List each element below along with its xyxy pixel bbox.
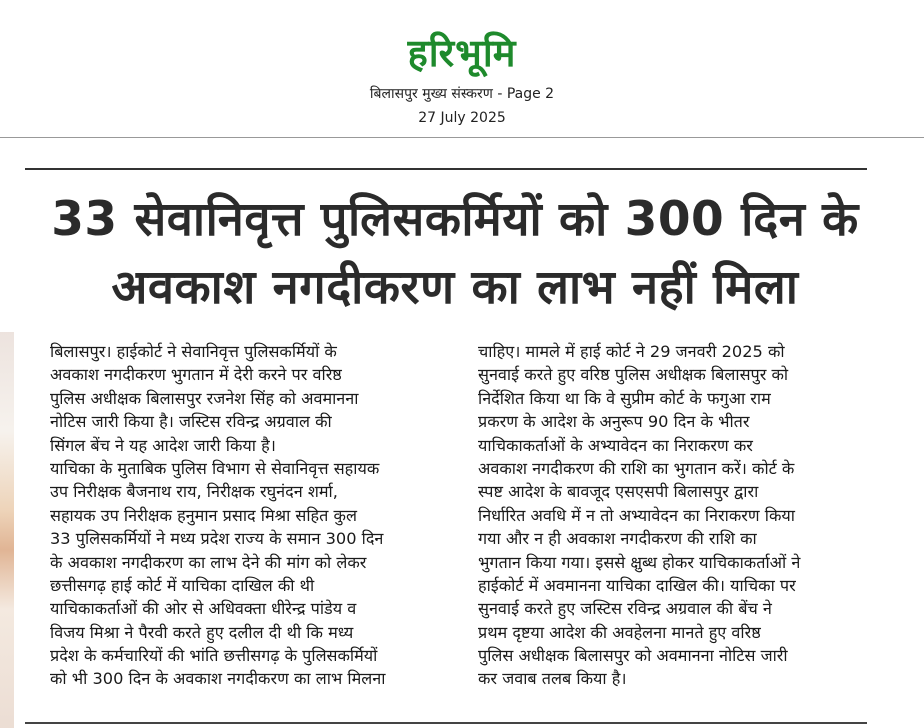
body-line: सहायक उप निरीक्षक हनुमान प्रसाद मिश्रा सहित कुल [50,505,357,525]
body-line: सिंगल बेंच ने यह आदेश जारी किया है। [50,435,276,455]
body-line: पुलिस अधीक्षक बिलासपुर को अवमानना नोटिस जारी [478,646,788,666]
body-line: सुनवाई करते हुए जस्टिस रविन्द्र अग्रवाल की बेंच ने [478,599,772,619]
body-line: निर्देशित किया था कि वे सुप्रीम कोर्ट के फगुआ राम [478,388,771,408]
body-line: स्पष्ट आदेश के बावजूद एसएसपी बिलासपुर द्वारा [478,482,759,502]
body-line: अवकाश नगदीकरण की राशि का भुगतान करें। कोर्ट के [478,458,795,478]
headline-line: अवकाश नगदीकरण का लाभ नहीं मिला [111,260,799,315]
edition-date: 27 July 2025 [418,110,506,126]
article-column-right [478,340,870,691]
body-line: सुनवाई करते हुए वरिष्ठ पुलिस अधीक्षक बिलासपुर को [478,365,789,385]
adjacent-image-strip [0,332,14,728]
article-headline [30,186,880,322]
body-line: प्रकरण के आदेश के अनुरूप 90 दिन के भीतर [478,412,750,432]
body-line: याचिकाकर्ताओं के अभ्यावेदन का निराकरण कर [478,435,753,455]
body-line: के अवकाश नगदीकरण का लाभ देने की मांग को लेकर [50,552,367,572]
body-line: गया और न ही अवकाश नगदीकरण की राशि का [478,529,757,549]
body-line: नोटिस जारी किया है। जस्टिस रविन्द्र अग्रवाल की [50,412,332,432]
body-line: निर्धारित अवधि में न तो अभ्यावेदन का निराकरण किया [478,505,795,525]
masthead-divider [0,137,924,138]
body-line: विजय मिश्रा ने पैरवी करते हुए दलील दी थी कि मध्य [50,622,354,642]
body-line: याचिकाकर्ताओं की ओर से अधिवक्ता धीरेन्द्र पांडेय व [50,599,357,619]
body-line: अवकाश नगदीकरण भुगतान में देरी करने पर वरिष्ठ [50,365,342,385]
body-line: प्रदेश के कर्मचारियों की भांति छत्तीसगढ़ के पुलिसकर्मियों [50,646,378,666]
body-line: कर जवाब तलब किया है। [478,669,627,689]
body-line: प्रथम दृष्टया आदेश की अवहेलना मानते हुए वरिष्ठ [478,622,761,642]
clipping-bottom-border [25,722,867,724]
headline-line: 33 सेवानिवृत्त पुलिसकर्मियों को 300 दिन के [51,192,859,247]
body-line: 33 पुलिसकर्मियों ने मध्य प्रदेश राज्य के समान 300 दिन [50,529,384,549]
newspaper-logo: हरिभूमि [407,31,517,75]
body-line: याचिका के मुताबिक पुलिस विभाग से सेवानिवृत्त सहायक [50,458,380,478]
body-line: भुगतान किया गया। इससे क्षुब्ध होकर याचिकाकर्ताओं ने [478,552,801,572]
clipping-top-border [25,168,867,170]
body-line: छत्तीसगढ़ हाई कोर्ट में याचिका दाखिल की थी [50,575,315,595]
edition-label: बिलासपुर मुख्य संस्करण - Page 2 [369,86,555,102]
body-line: बिलासपुर। हाईकोर्ट ने सेवानिवृत्त पुलिसकर्मियों के [50,342,337,361]
masthead [0,0,924,140]
body-line: पुलिस अधीक्षक बिलासपुर रजनेश सिंह को अवमानना [50,388,359,408]
article-column-left [50,340,445,691]
body-line: उप निरीक्षक बैजनाथ राय, निरीक्षक रघुनंदन शर्मा, [50,482,338,502]
body-line: चाहिए। मामले में हाई कोर्ट ने 29 जनवरी 2025 को [478,342,785,361]
body-line: हाईकोर्ट में अवमानना याचिका दाखिल की। याचिका पर [478,575,796,595]
body-line: को भी 300 दिन के अवकाश नगदीकरण का लाभ मिलना [50,669,386,689]
